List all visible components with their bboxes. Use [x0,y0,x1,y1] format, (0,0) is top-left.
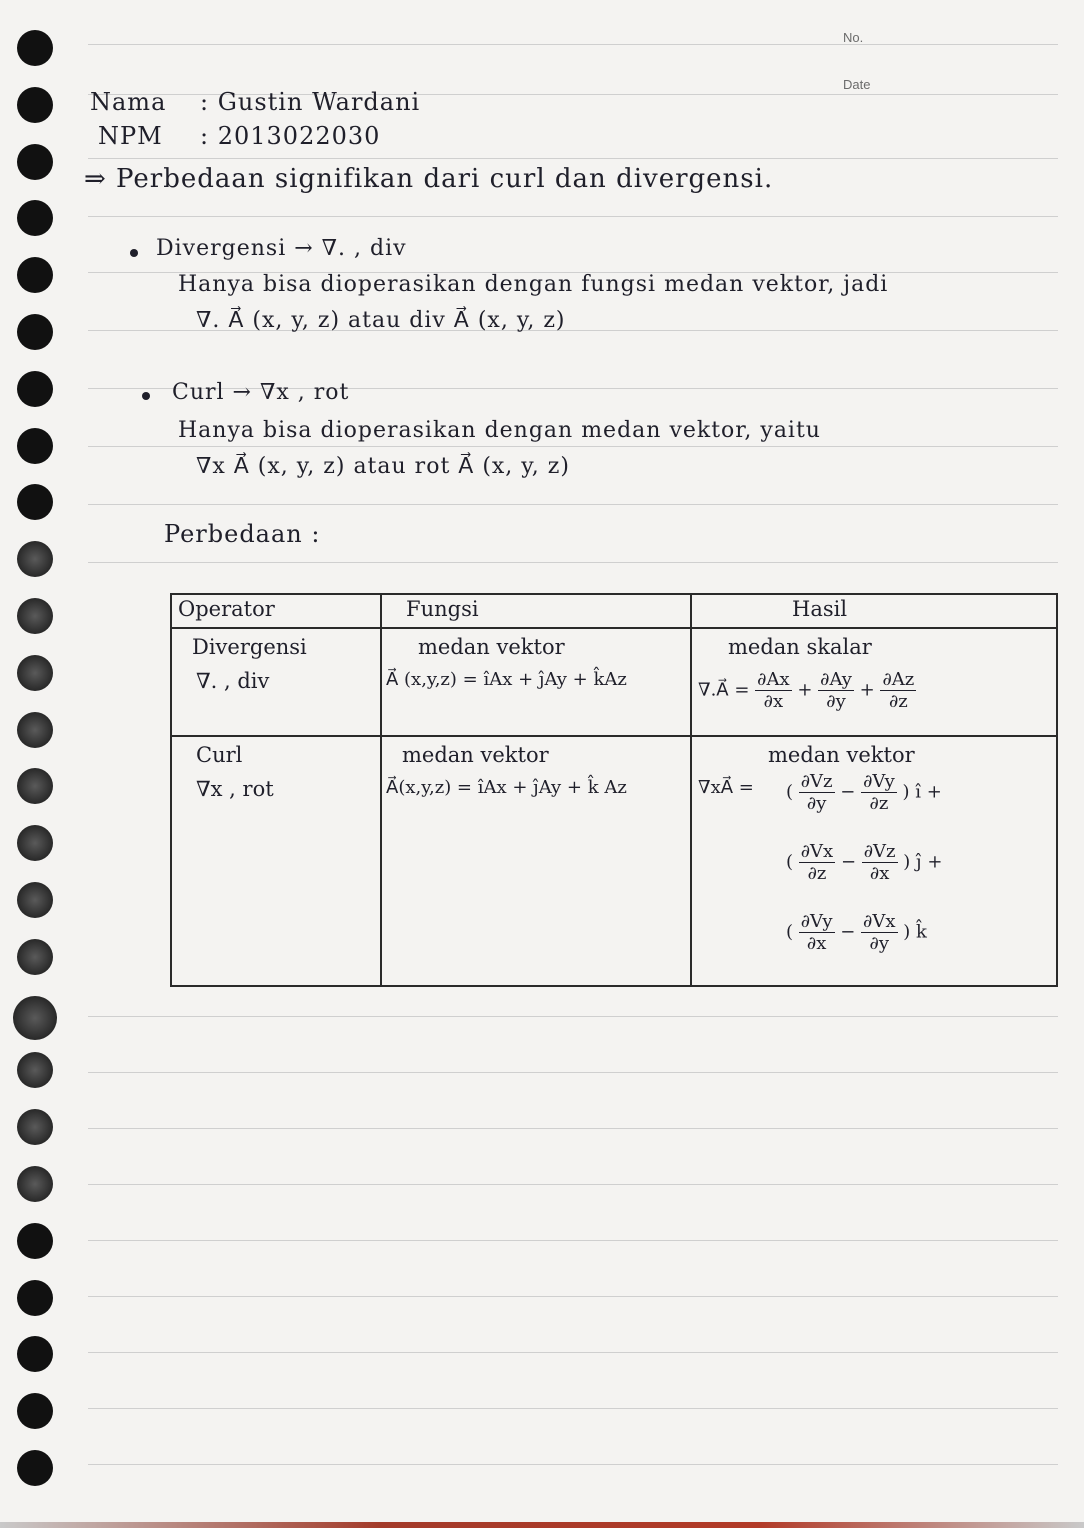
curl-heading: Curl → ∇x , rot [172,380,350,405]
fraction-denominator: ∂z [888,691,908,712]
binding-hole [17,1109,53,1145]
hasil-cell: medan vektor ∇xA⃗ = ( $\frac{\partial Vz}{\partial y}$ − $\frac{\partial Vy}{\partial z}$ ) î + ( $\frac{\partial Vx}{\partial z}$ − $\frac{\partial Vz}{\partial x}$ ) ĵ + ( $\frac{\partial Vy}{\partial x}$ − $\frac{\partial Vx}{\partial y}$ ) k̂ [691,736,1057,986]
comparison-table [170,593,1058,987]
binding-hole [17,768,53,804]
operator-cell: Curl ∇x , rot [171,736,381,986]
fraction-denominator: ∂y [869,933,889,954]
npm-label: NPM [98,122,163,150]
formula-text: ) ĵ + [897,851,943,873]
perbedaan-label: Perbedaan : [164,520,321,548]
formula-text: − [834,781,862,803]
curl-formula-line [786,771,942,814]
fraction-numerator: ∂Vz [863,841,896,862]
ruled-line [88,1296,1058,1297]
header-cell-operator: Operator [171,594,381,628]
table-row [171,736,1057,986]
fraction [862,841,898,884]
binding-hole [17,712,53,748]
formula-text: + [853,679,875,701]
name-value: : Gustin Wardani [200,88,421,116]
date-label: Date [843,77,871,92]
fraction-denominator: ∂y [826,691,846,712]
fraction-denominator: ∂x [806,933,827,954]
curl-line1: Hanya bisa dioperasikan dengan medan vektor, yaitu [178,418,821,443]
binding-hole [17,541,53,577]
hasil-cell: medan skalar ∇.A⃗ = $\frac{\partial Ax}{\partial x}$ + $\frac{\partial Ay}{\partial y}$ + $\frac{\partial Az}{\partial z}$ [691,628,1057,736]
ruled-line [88,44,1058,45]
header-cell-hasil: Hasil [691,594,1057,628]
npm-value: : 2013022030 [200,122,381,150]
binding-hole [17,144,53,180]
ruled-line [88,1016,1058,1017]
binding-hole [17,882,53,918]
operator-cell: Divergensi ∇. , div [171,628,381,736]
fungsi-cell: medan vektor A⃗ (x,y,z) = îAx + ĵAy + k̂Az [381,628,691,736]
formula-text: + [791,679,813,701]
formula-text: ( [786,851,799,873]
fraction [818,669,854,712]
fraction [799,771,835,814]
binding-hole [17,1223,53,1259]
fraction-denominator: ∂x [763,691,784,712]
formula-text: ) î + [896,781,942,803]
ruled-line [88,1128,1058,1129]
curl-line2: ∇x A⃗ (x, y, z) atau rot A⃗ (x, y, z) [196,454,570,479]
divergence-formula: ∇.A⃗ = $\frac{\partial Ax}{\partial x}$ + $\frac{\partial Ay}{\partial y}$ + $\frac{\partial Az}{\partial z}$ [698,669,915,712]
ruled-line [88,1072,1058,1073]
fraction-numerator: ∂Ax [757,669,790,690]
binding-hole [17,598,53,634]
fraction-numerator: ∂Vx [800,841,834,862]
fraction [799,911,835,954]
ruled-line [88,1240,1058,1241]
binding-hole [17,1280,53,1316]
no-label: No. [843,30,864,45]
binding-hole [17,1393,53,1429]
ruled-line [88,446,1058,447]
ruled-line [88,1408,1058,1409]
binding-hole [17,30,53,66]
divergence-heading: Divergensi → ∇. , div [156,236,407,261]
name-label: Nama [90,88,167,116]
ruled-line [88,1464,1058,1465]
fraction [799,841,835,884]
binding-hole [17,1052,53,1088]
binding-hole [17,314,53,350]
binding-hole [17,655,53,691]
fraction-numerator: ∂Vx [863,911,896,932]
formula-text: − [834,921,862,943]
binding-hole [17,1166,53,1202]
binding-hole [17,1336,53,1372]
binding-hole [17,825,53,861]
binding-hole [17,428,53,464]
page-title: ⇒ Perbedaan signifikan dari curl dan divergensi. [84,164,774,194]
ruled-line [88,1184,1058,1185]
table-row [171,628,1057,736]
binding-hole [17,257,53,293]
curl-formula-prefix: ∇xA⃗ = [698,777,754,798]
bullet-curl [142,392,150,400]
table-header-row [171,594,1057,628]
fraction [755,669,791,712]
fraction-numerator: ∂Vy [863,771,895,792]
fraction [861,911,897,954]
bullet-divergence [130,249,138,257]
divergence-line2: ∇. A⃗ (x, y, z) atau div A⃗ (x, y, z) [196,308,566,333]
fraction-denominator: ∂z [807,863,827,884]
fraction-numerator: ∂Ay [820,669,852,690]
fraction-numerator: ∂Vy [800,911,833,932]
formula-text: ( [786,921,799,943]
binding-hole [17,939,53,975]
ruled-line [88,562,1058,563]
fraction-denominator: ∂y [806,793,827,814]
binding-hole [13,996,57,1040]
fraction [861,771,897,814]
formula-text: − [835,851,862,873]
fungsi-cell: medan vektor A⃗(x,y,z) = îAx + ĵAy + k̂ Az [381,736,691,986]
formula-text: ( [786,781,799,803]
ruled-line [88,158,1058,159]
curl-formula-line [786,841,942,884]
fraction-numerator: ∂Vz [800,771,833,792]
ruled-line [88,504,1058,505]
page-edge-stripe [0,1522,1084,1528]
formula-text: ) k̂ [897,921,927,943]
ruled-line [88,1352,1058,1353]
fraction-numerator: ∂Az [882,669,915,690]
fraction-denominator: ∂z [869,793,889,814]
binding-hole [17,87,53,123]
divergence-line1: Hanya bisa dioperasikan dengan fungsi medan vektor, jadi [178,272,889,297]
ruled-line [88,216,1058,217]
binding-hole [17,200,53,236]
binding-hole [17,484,53,520]
binding-hole [17,1450,53,1486]
header-cell-fungsi: Fungsi [381,594,691,628]
fraction [880,669,916,712]
fraction-denominator: ∂x [869,863,890,884]
curl-formula-line [786,911,927,954]
binding-hole [17,371,53,407]
